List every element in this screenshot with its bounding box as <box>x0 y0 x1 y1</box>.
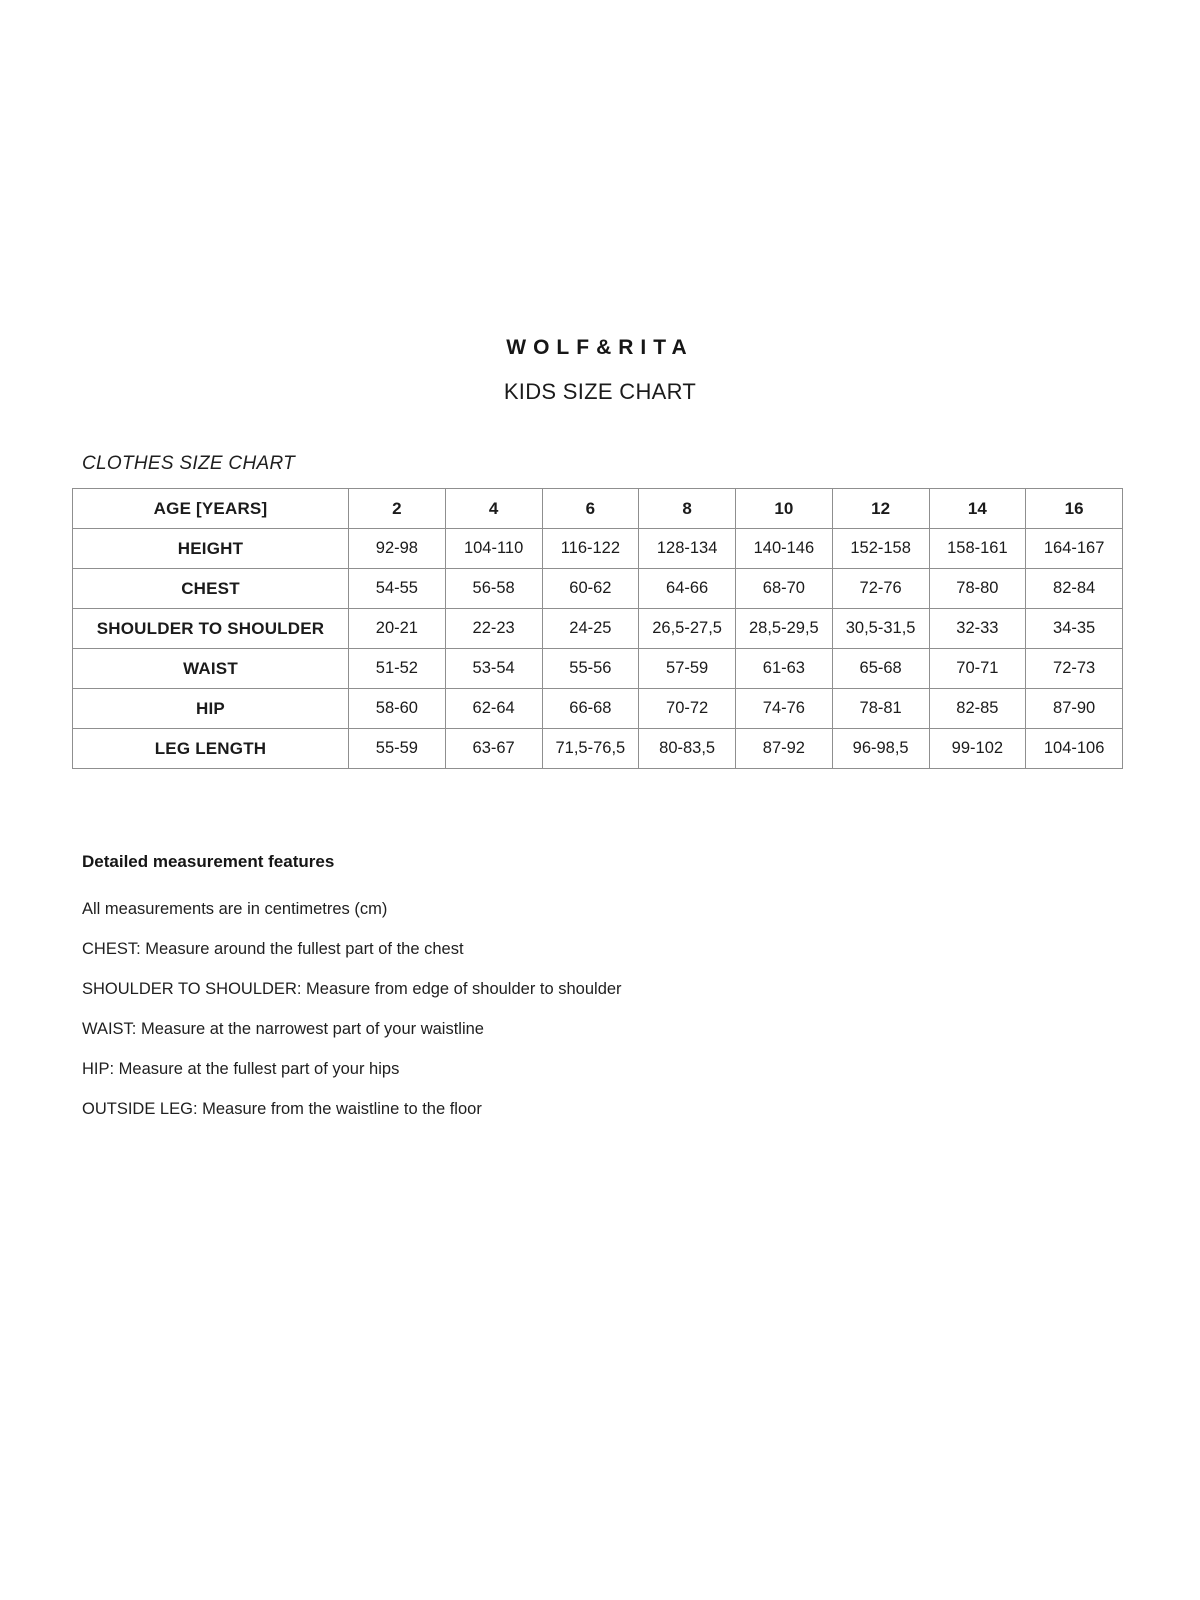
table-row-waist <box>73 649 1123 689</box>
size-cell: 20-21 <box>349 609 446 649</box>
note-chest: CHEST: Measure around the fullest part of the chest <box>82 940 464 958</box>
size-cell: 57-59 <box>639 649 736 689</box>
size-cell: 63-67 <box>445 729 542 769</box>
age-column-header: 6 <box>542 489 639 529</box>
row-label-hip: HIP <box>73 689 349 729</box>
table-row-leg-length <box>73 729 1123 769</box>
size-cell: 61-63 <box>736 649 833 689</box>
size-cell: 140-146 <box>736 529 833 569</box>
size-cell: 65-68 <box>832 649 929 689</box>
size-cell: 72-73 <box>1026 649 1123 689</box>
note-units: All measurements are in centimetres (cm) <box>82 900 388 918</box>
size-cell: 87-90 <box>1026 689 1123 729</box>
note-hip: HIP: Measure at the fullest part of your hips <box>82 1060 400 1078</box>
brand-logo-text: WOLF&RITA <box>506 336 694 359</box>
age-column-header: 2 <box>349 489 446 529</box>
size-cell: 51-52 <box>349 649 446 689</box>
size-cell: 71,5-76,5 <box>542 729 639 769</box>
size-cell: 34-35 <box>1026 609 1123 649</box>
size-cell: 164-167 <box>1026 529 1123 569</box>
table-row-height <box>73 529 1123 569</box>
size-cell: 104-106 <box>1026 729 1123 769</box>
size-cell: 152-158 <box>832 529 929 569</box>
size-cell: 70-72 <box>639 689 736 729</box>
size-cell: 80-83,5 <box>639 729 736 769</box>
age-column-header: 14 <box>929 489 1026 529</box>
size-cell: 82-84 <box>1026 569 1123 609</box>
row-label-leg-length: LEG LENGTH <box>73 729 349 769</box>
row-label-height: HEIGHT <box>73 529 349 569</box>
note-shoulder: SHOULDER TO SHOULDER: Measure from edge of shoulder to shoulder <box>82 980 622 998</box>
size-cell: 116-122 <box>542 529 639 569</box>
size-cell: 78-81 <box>832 689 929 729</box>
table-row-chest <box>73 569 1123 609</box>
size-cell: 55-59 <box>349 729 446 769</box>
size-cell: 56-58 <box>445 569 542 609</box>
size-cell: 128-134 <box>639 529 736 569</box>
age-column-header: 12 <box>832 489 929 529</box>
age-column-header: 16 <box>1026 489 1123 529</box>
size-cell: 64-66 <box>639 569 736 609</box>
notes-heading: Detailed measurement features <box>82 852 335 871</box>
size-cell: 96-98,5 <box>832 729 929 769</box>
size-cell: 68-70 <box>736 569 833 609</box>
table-row-shoulder <box>73 609 1123 649</box>
size-cell: 53-54 <box>445 649 542 689</box>
size-cell: 32-33 <box>929 609 1026 649</box>
row-label-chest: CHEST <box>73 569 349 609</box>
size-chart-caption: CLOTHES SIZE CHART <box>82 453 296 474</box>
note-outside-leg: OUTSIDE LEG: Measure from the waistline to the floor <box>82 1100 482 1118</box>
size-cell: 70-71 <box>929 649 1026 689</box>
size-cell: 74-76 <box>736 689 833 729</box>
age-years-header-cell: AGE [YEARS] <box>73 489 349 529</box>
size-cell: 54-55 <box>349 569 446 609</box>
measurement-notes-section <box>82 852 1082 1141</box>
size-cell: 104-110 <box>445 529 542 569</box>
size-cell: 62-64 <box>445 689 542 729</box>
size-cell: 58-60 <box>349 689 446 729</box>
age-column-header: 8 <box>639 489 736 529</box>
size-cell: 26,5-27,5 <box>639 609 736 649</box>
row-label-shoulder: SHOULDER TO SHOULDER <box>73 609 349 649</box>
table-row-hip <box>73 689 1123 729</box>
row-label-waist: WAIST <box>73 649 349 689</box>
size-cell: 87-92 <box>736 729 833 769</box>
size-cell: 60-62 <box>542 569 639 609</box>
size-cell: 158-161 <box>929 529 1026 569</box>
size-chart-table <box>72 488 1123 769</box>
size-cell: 55-56 <box>542 649 639 689</box>
size-chart-section <box>72 453 1123 769</box>
note-waist: WAIST: Measure at the narrowest part of your waistline <box>82 1020 484 1038</box>
age-column-header: 4 <box>445 489 542 529</box>
size-cell: 30,5-31,5 <box>832 609 929 649</box>
size-cell: 92-98 <box>349 529 446 569</box>
size-cell: 66-68 <box>542 689 639 729</box>
document-header <box>0 336 1200 405</box>
size-cell: 72-76 <box>832 569 929 609</box>
size-cell: 24-25 <box>542 609 639 649</box>
size-cell: 28,5-29,5 <box>736 609 833 649</box>
size-cell: 99-102 <box>929 729 1026 769</box>
size-cell: 78-80 <box>929 569 1026 609</box>
size-cell: 82-85 <box>929 689 1026 729</box>
table-header-row <box>73 489 1123 529</box>
document-title: KIDS SIZE CHART <box>503 379 697 404</box>
age-column-header: 10 <box>736 489 833 529</box>
size-cell: 22-23 <box>445 609 542 649</box>
